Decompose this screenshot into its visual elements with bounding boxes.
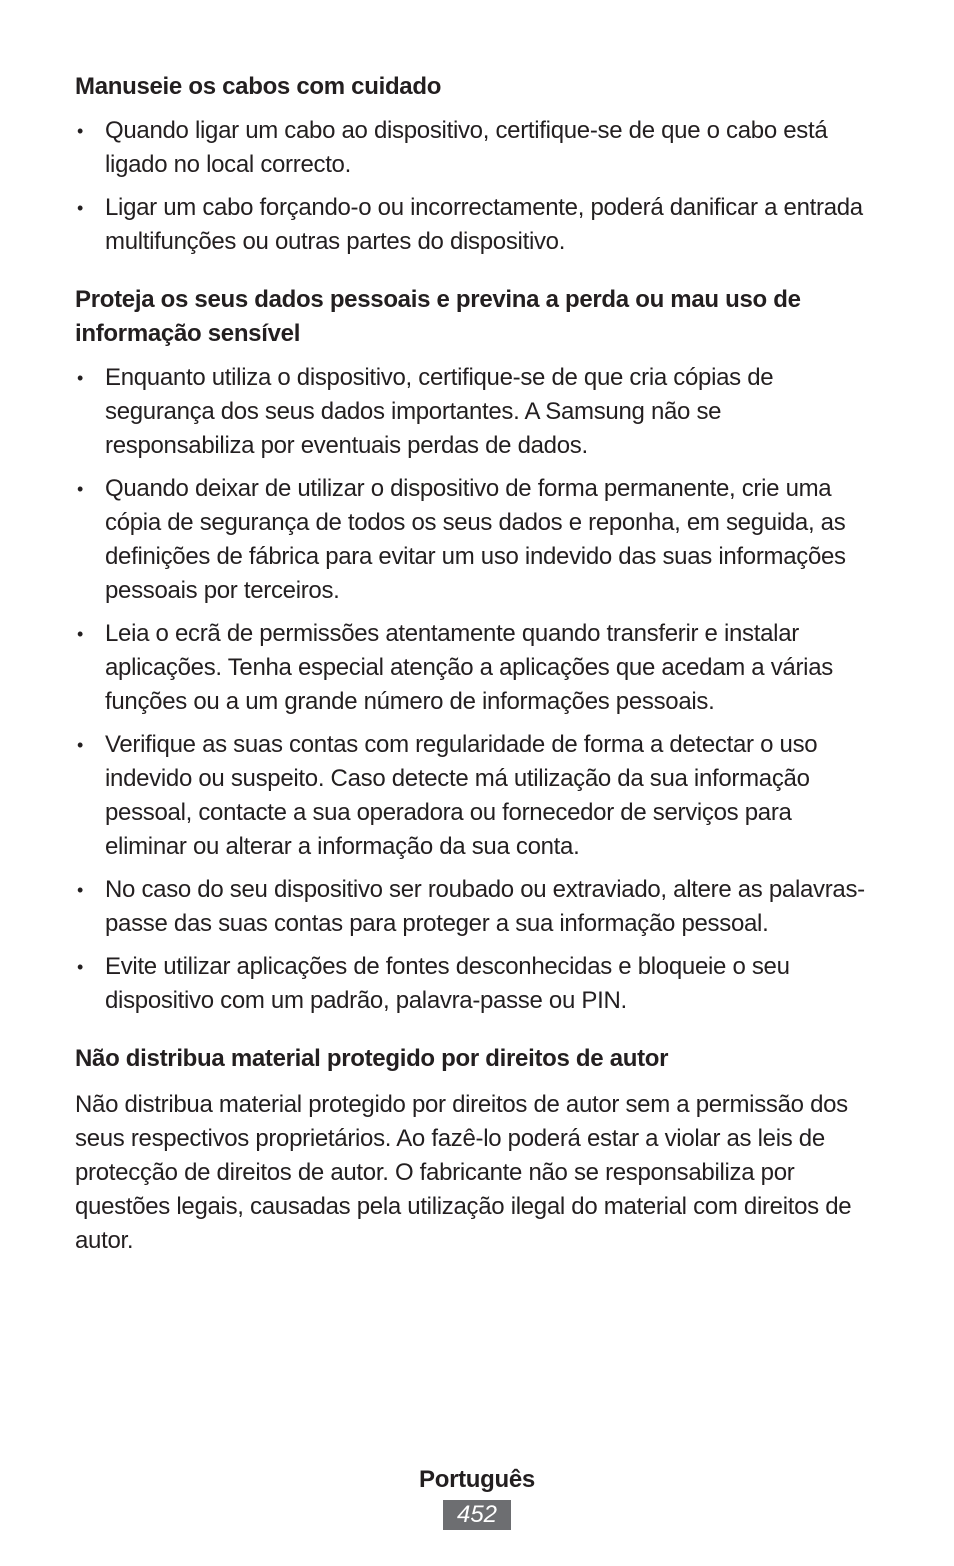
section-heading: Proteja os seus dados pessoais e previna a perda ou mau uso de informação sensível xyxy=(75,286,801,347)
bullet-list xyxy=(75,114,875,259)
list-item xyxy=(75,950,875,1018)
list-item-text: Quando ligar um cabo ao dispositivo, certifique-se de que o cabo está ligado no local correcto. xyxy=(105,117,828,178)
list-item-text: Leia o ecrã de permissões atentamente quando transferir e instalar aplicações. Tenha especial atenção a aplicações que acedam a várias funções ou a um grande número de informações pessoais. xyxy=(105,620,833,715)
bullet-icon: • xyxy=(77,624,84,644)
list-item xyxy=(75,617,875,719)
bullet-icon: • xyxy=(77,121,84,141)
bullet-icon: • xyxy=(77,735,84,755)
bullet-icon: • xyxy=(77,880,84,900)
list-item xyxy=(75,114,875,182)
list-item-text: Enquanto utiliza o dispositivo, certifique-se de que cria cópias de segurança dos seus dados importantes. A Samsung não se responsabiliza por eventuais perdas de dados. xyxy=(105,364,774,459)
section-copyright xyxy=(75,1042,875,1258)
list-item xyxy=(75,728,875,864)
page-number: 452 xyxy=(443,1500,511,1530)
bullet-icon: • xyxy=(77,479,84,499)
list-item-text: Evite utilizar aplicações de fontes desconhecidas e bloqueie o seu dispositivo com um padrão, palavra-passe ou PIN. xyxy=(105,953,790,1014)
section-heading: Manuseie os cabos com cuidado xyxy=(75,73,442,100)
list-item-text: No caso do seu dispositivo ser roubado ou extraviado, altere as palavras-passe das suas contas para proteger a sua informação pessoal. xyxy=(105,876,865,937)
section-personal-data xyxy=(75,283,875,1018)
list-item xyxy=(75,361,875,463)
page-footer xyxy=(0,1462,954,1530)
list-item-text: Verifique as suas contas com regularidade de forma a detectar o uso indevido ou suspeito. Caso detecte má utilização da sua informação pessoal, contacte a sua operadora ou fornecedor de serviços para eliminar ou alterar a informação da sua conta. xyxy=(105,731,818,860)
section-cables xyxy=(75,70,875,259)
list-item-text: Quando deixar de utilizar o dispositivo de forma permanente, crie uma cópia de segurança de todos os seus dados e reponha, em seguida, as definições de fábrica para evitar um uso indevido das suas informações pessoais por terceiros. xyxy=(105,475,846,604)
bullet-icon: • xyxy=(77,198,84,218)
list-item xyxy=(75,191,875,259)
bullet-icon: • xyxy=(77,957,84,977)
document-page xyxy=(75,70,875,1282)
list-item-text: Ligar um cabo forçando-o ou incorrectamente, poderá danificar a entrada multifunções ou outras partes do dispositivo. xyxy=(105,194,863,255)
bullet-icon: • xyxy=(77,368,84,388)
bullet-list xyxy=(75,361,875,1018)
section-paragraph: Não distribua material protegido por direitos de autor sem a permissão dos seus respectivos proprietários. Ao fazê-lo poderá estar a violar as leis de protecção de direitos de autor. O fabricante não se responsabiliza por questões legais, causadas pela utilização ilegal do material com direitos de autor. xyxy=(75,1091,852,1254)
list-item xyxy=(75,873,875,941)
list-item xyxy=(75,472,875,608)
footer-language: Português xyxy=(419,1466,535,1493)
section-heading: Não distribua material protegido por direitos de autor xyxy=(75,1045,669,1072)
